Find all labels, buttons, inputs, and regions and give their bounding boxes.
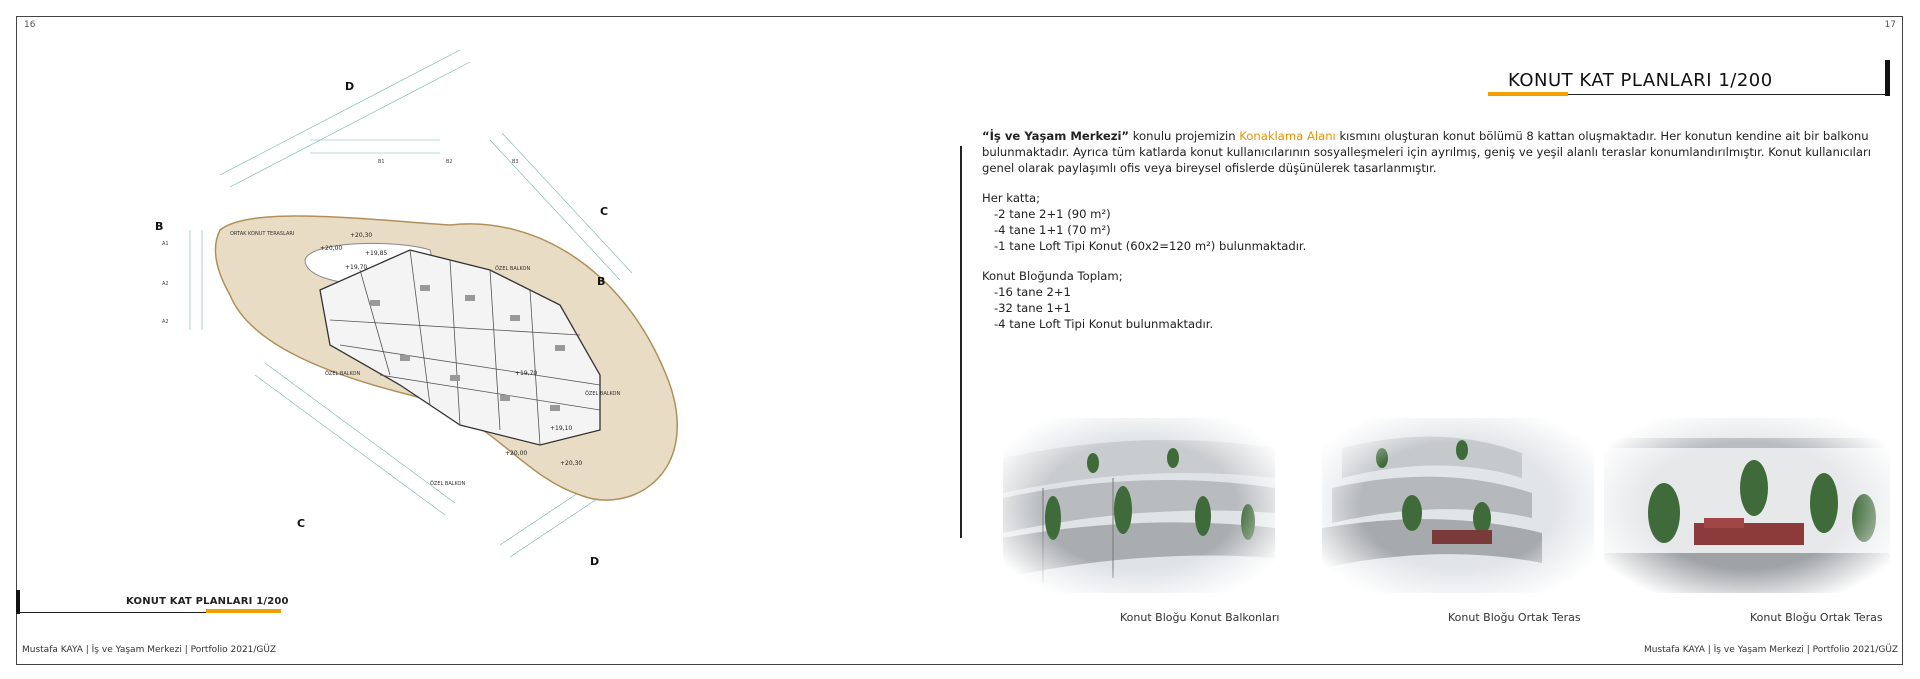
render-image-balconies — [1003, 418, 1275, 593]
total-title: Konut Bloğunda Toplam; — [982, 269, 1123, 283]
section-b-right: B — [597, 275, 606, 288]
intro-paragraph: “İş ve Yaşam Merkezi” konulu projemizin Konaklama Alanı kısmını oluşturan konut bölümü 8 kattan oluşmaktadır. Her konutun kendine ait bir balkonu bulunmaktadır. Ayrıca tüm katlarda konut kullanıcılarının sosyalleşmeleri için ayrılmış, geniş ve yeşil alanlı teraslar konumlandırılmıştır. Konut kullanıcıları genel olarak paylaşımlı ofis veya bireysel ofislerde düşünülerek tasarlanmıştır. — [982, 129, 1871, 175]
grid-a2: A2 — [162, 281, 169, 287]
level-7: +20,00 — [505, 450, 528, 457]
section-c-right: C — [600, 205, 609, 218]
caption-terrace-2: Konut Bloğu Ortak Teras — [1750, 611, 1883, 624]
total-list — [982, 268, 1882, 332]
level-1: +20,30 — [350, 232, 373, 239]
list-item: -32 tane 1+1 — [994, 301, 1071, 315]
right-title-vertical-bar — [1885, 60, 1890, 96]
floor-plan-svg — [155, 45, 800, 625]
caption-terrace-1: Konut Bloğu Ortak Teras — [1448, 611, 1581, 624]
left-title-vertical-bar — [16, 590, 20, 614]
section-d-bottom: D — [590, 555, 600, 568]
level-4: +19,70 — [345, 264, 368, 271]
list-item: -16 tane 2+1 — [994, 285, 1071, 299]
grid-b3: B3 — [512, 159, 519, 165]
section-c-left: C — [297, 517, 306, 530]
grid-a1: A1 — [162, 241, 169, 247]
grid-b1: B1 — [378, 159, 385, 165]
level-5: +19,70 — [515, 370, 538, 377]
caption-balconies: Konut Bloğu Konut Balkonları — [1120, 611, 1280, 624]
label-balkon-3: ÖZEL BALKON — [430, 481, 466, 487]
per-floor-list — [982, 190, 1882, 254]
section-d-top: D — [345, 80, 355, 93]
grid-a3: A2 — [162, 319, 169, 325]
level-3: +19,85 — [365, 250, 388, 257]
list-item: -2 tane 2+1 (90 m²) — [994, 207, 1111, 221]
right-page-title: KONUT KAT PLANLARI 1/200 — [1508, 70, 1773, 91]
section-b-left: B — [155, 220, 164, 233]
level-2: +20,00 — [320, 245, 343, 252]
floor-plan-drawing — [155, 45, 800, 625]
text-side-rule — [960, 146, 962, 538]
footer-credit-right: Mustafa KAYA | İş ve Yaşam Merkezi | Portfolio 2021/GÜZ — [1644, 645, 1898, 655]
list-item: -1 tane Loft Tipi Konut (60x2=120 m²) bulunmaktadır. — [994, 239, 1307, 253]
project-name: “İş ve Yaşam Merkezi” — [982, 129, 1130, 143]
label-balkon-1: ÖZEL BALKON — [495, 266, 531, 272]
level-6: +19,10 — [550, 425, 573, 432]
right-title-accent — [1488, 92, 1568, 96]
level-8: +20,30 — [560, 460, 583, 467]
label-balkon-2: ÖZEL BALKON — [325, 371, 361, 377]
highlight-text: Konaklama Alanı — [1239, 129, 1336, 143]
label-balkon-4: ÖZEL BALKON — [585, 391, 621, 397]
page-number-right: 17 — [1884, 20, 1896, 30]
page-number-left: 16 — [24, 20, 36, 30]
render-image-terrace-2 — [1604, 418, 1890, 593]
list-item: -4 tane 1+1 (70 m²) — [994, 223, 1111, 237]
left-title-accent — [206, 609, 281, 613]
footer-credit-left: Mustafa KAYA | İş ve Yaşam Merkezi | Portfolio 2021/GÜZ — [22, 645, 276, 655]
list-item: -4 tane Loft Tipi Konut bulunmaktadır. — [994, 317, 1214, 331]
description-text — [982, 128, 1882, 346]
grid-b2: B2 — [446, 159, 453, 165]
label-ortak-konut: ORTAK KONUT TERASLARI — [230, 231, 295, 237]
right-header-title-block — [1488, 58, 1904, 98]
left-page-title: KONUT KAT PLANLARI 1/200 — [126, 596, 289, 607]
render-image-terrace-1 — [1322, 418, 1594, 593]
per-floor-title: Her katta; — [982, 191, 1041, 205]
